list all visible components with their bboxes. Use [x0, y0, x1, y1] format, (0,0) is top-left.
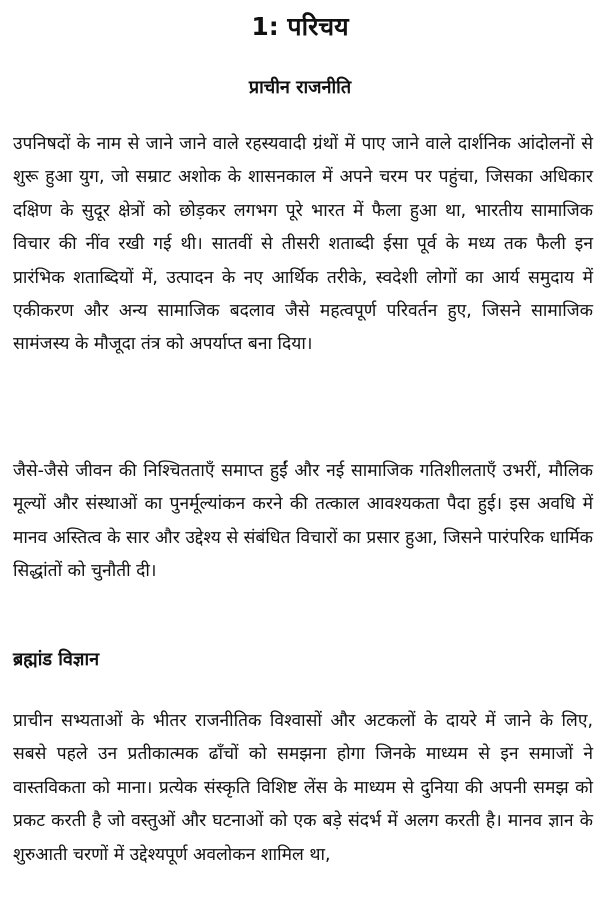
- section-heading-ancient-politics: प्राचीन राजनीति: [248, 77, 352, 98]
- chapter-title: 1: परिचय: [251, 12, 349, 41]
- section-heading-cosmology: ब्रह्मांड विज्ञान: [13, 649, 100, 670]
- paragraph: प्राचीन सभ्यताओं के भीतर राजनीतिक विश्वासों और अटकलों के दायरे में जाने के लिए, सबसे पहले उन प्रतीकात्मक ढाँचों को समझना होगा जिनके माध्यम से इन समाजों ने वास्तविकता को माना। प्रत्येक संस्कृति विशिष्ट लेंस के माध्यम से दुनिया की अपनी समझ को प्रकट करती है जो वस्तुओं और घटनाओं को एक बड़े संदर्भ में अलग करती है। मानव ज्ञान के शुरुआती चरणों में उद्देश्यपूर्ण अवलोकन शामिल था,: [13, 711, 593, 865]
- paragraph: उपनिषदों के नाम से जाने जाने वाले रहस्यवादी ग्रंथों में पाए जाने वाले दार्शनिक आंदोलनों से शुरू हुआ युग, जो सम्राट अशोक के शासनकाल में अपने चरम पर पहुंचा, जिसका अधिकार दक्षिण के सुदूर क्षेत्रों को छोड़कर लगभग पूरे भारत में फैला हुआ था, भारतीय सामाजिक विचार की नींव रखी गई थी। सातवीं से तीसरी शताब्दी ईसा पूर्व के मध्य तक फैली इन प्रारंभिक शताब्दियों में, उत्पादन के नए आर्थिक तरीके, स्वदेशी लोगों का आर्य समुदाय में एकीकरण और अन्य सामाजिक बदलाव जैसे महत्वपूर्ण परिवर्तन हुए, जिसने सामाजिक सामंजस्य के मौजूदा तंत्र को अपर्याप्त बना दिया।: [13, 134, 593, 355]
- paragraph: जैसे-जैसे जीवन की निश्चितताएँ समाप्त हुईं और नई सामाजिक गतिशीलताएँ उभरीं, मौलिक मूल्यों और संस्थाओं का पुनर्मूल्यांकन करने की तत्काल आवश्यकता पैदा हुई। इस अवधि में मानव अस्तित्व के सार और उद्देश्य से संबंधित विचारों का प्रसार हुआ, जिसने पारंपरिक धार्मिक सिद्धांतों को चुनौती दी।: [13, 461, 593, 582]
